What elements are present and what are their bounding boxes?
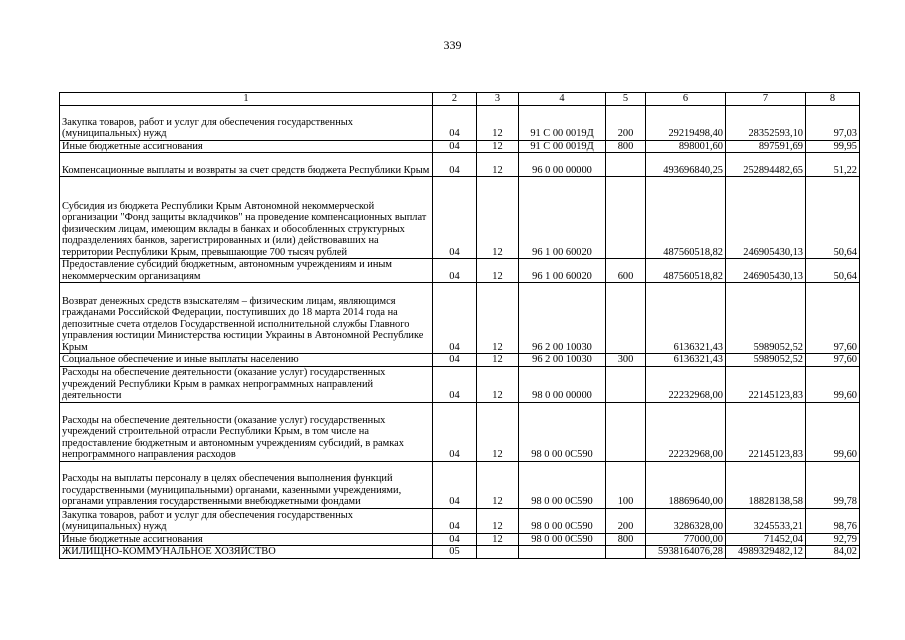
row-executed-amount: 3245533,21 [726,508,806,533]
row-section-code: 04 [433,153,477,177]
page-number: 339 [443,38,462,52]
header-cell: 3 [477,93,519,106]
header-cell: 7 [726,93,806,106]
row-expense-type [606,283,646,354]
row-description: Возврат денежных средств взыскателям – физическим лицам, являющимся гражданами Российской Федерации, поступивших до 18 марта 2014 года на депозитные счета отделов Государственной исполнительной службы Главного управления юстиции Министерства юстиции Украины в Автономной Республике Крым [60,283,433,354]
row-expense-type [606,153,646,177]
row-executed-amount: 246905430,13 [726,259,806,283]
row-subsection-code: 12 [477,354,519,367]
row-execution-percent: 97,60 [806,283,860,354]
row-target-article: 98 0 00 00000 [519,366,606,402]
row-description: Расходы на обеспечение деятельности (оказание услуг) государственных учреждений строительной отрасли Республики Крым, в том числе на предоставление бюджетным и автономным учреждениям субсидий, в рамках непрограммного направления расходов [60,402,433,461]
row-planned-amount: 77000,00 [646,533,726,546]
row-executed-amount: 897591,69 [726,140,806,153]
row-planned-amount: 487560518,82 [646,177,726,259]
row-executed-amount: 5989052,52 [726,354,806,367]
header-cell: 2 [433,93,477,106]
row-executed-amount: 246905430,13 [726,177,806,259]
row-expense-type [606,546,646,559]
row-execution-percent: 51,22 [806,153,860,177]
row-planned-amount: 22232968,00 [646,366,726,402]
row-target-article: 96 2 00 10030 [519,354,606,367]
table-row [60,402,860,461]
row-subsection-code: 12 [477,533,519,546]
header-cell: 5 [606,93,646,106]
table-row [60,508,860,533]
row-description: Расходы на выплаты персоналу в целях обеспечения выполнения функций государственными (муниципальными) органами, казенными учреждениями, органами управления государственными внебюджетными фондами [60,461,433,508]
row-execution-percent: 98,76 [806,508,860,533]
header-cell: 8 [806,93,860,106]
row-target-article: 96 1 00 60020 [519,259,606,283]
table-row [60,105,860,140]
row-section-code: 04 [433,177,477,259]
row-planned-amount: 487560518,82 [646,259,726,283]
row-description: Предоставление субсидий бюджетным, автономным учреждениям и иным некоммерческим организациям [60,259,433,283]
row-section-code: 04 [433,354,477,367]
row-planned-amount: 5938164076,28 [646,546,726,559]
row-expense-type: 200 [606,105,646,140]
row-expense-type: 300 [606,354,646,367]
row-subsection-code: 12 [477,366,519,402]
row-executed-amount: 252894482,65 [726,153,806,177]
header-cell: 6 [646,93,726,106]
row-target-article: 96 1 00 60020 [519,177,606,259]
row-execution-percent: 99,78 [806,461,860,508]
row-description: Социальное обеспечение и иные выплаты населению [60,354,433,367]
row-description: ЖИЛИЩНО-КОММУНАЛЬНОЕ ХОЗЯЙСТВО [60,546,433,559]
row-execution-percent: 99,95 [806,140,860,153]
table-row [60,259,860,283]
row-subsection-code: 12 [477,140,519,153]
header-cell: 4 [519,93,606,106]
row-executed-amount: 22145123,83 [726,366,806,402]
row-planned-amount: 22232968,00 [646,402,726,461]
row-subsection-code: 12 [477,259,519,283]
row-section-code: 04 [433,105,477,140]
row-execution-percent: 99,60 [806,366,860,402]
row-expense-type: 600 [606,259,646,283]
row-execution-percent: 50,64 [806,177,860,259]
row-description: Субсидия из бюджета Республики Крым Автономной некоммерческой организации "Фонд защиты вкладчиков" на проведение компенсационных выплат физическим лицам, имеющим вклады в банках и обособленных структурных подразделениях банков, зарегистрированных и (или) действовавших на территории Республики Крым, превышающие 700 тысяч рублей [60,177,433,259]
row-executed-amount: 22145123,83 [726,402,806,461]
row-section-code: 05 [433,546,477,559]
row-target-article [519,546,606,559]
row-planned-amount: 18869640,00 [646,461,726,508]
row-section-code: 04 [433,533,477,546]
row-expense-type: 800 [606,140,646,153]
row-subsection-code: 12 [477,283,519,354]
row-expense-type: 800 [606,533,646,546]
table-row [60,177,860,259]
row-subsection-code: 12 [477,402,519,461]
row-expense-type: 200 [606,508,646,533]
row-description: Компенсационные выплаты и возвраты за счет средств бюджета Республики Крым [60,153,433,177]
row-executed-amount: 18828138,58 [726,461,806,508]
row-section-code: 04 [433,259,477,283]
row-section-code: 04 [433,283,477,354]
row-description: Расходы на обеспечение деятельности (оказание услуг) государственных учреждений Республики Крым в рамках непрограммных направлений деятельности [60,366,433,402]
row-execution-percent: 99,60 [806,402,860,461]
row-target-article: 98 0 00 0С590 [519,508,606,533]
row-section-code: 04 [433,402,477,461]
table-row [60,354,860,367]
row-planned-amount: 6136321,43 [646,354,726,367]
row-execution-percent: 92,79 [806,533,860,546]
row-section-code: 04 [433,461,477,508]
table-row [60,533,860,546]
row-target-article: 96 0 00 00000 [519,153,606,177]
row-executed-amount: 5989052,52 [726,283,806,354]
row-description: Иные бюджетные ассигнования [60,140,433,153]
table-row [60,546,860,559]
row-subsection-code: 12 [477,508,519,533]
row-target-article: 91 С 00 0019Д [519,105,606,140]
row-executed-amount: 28352593,10 [726,105,806,140]
row-section-code: 04 [433,366,477,402]
row-planned-amount: 898001,60 [646,140,726,153]
table-row [60,153,860,177]
row-section-code: 04 [433,140,477,153]
row-execution-percent: 97,60 [806,354,860,367]
row-execution-percent: 84,02 [806,546,860,559]
row-expense-type: 100 [606,461,646,508]
table-row [60,283,860,354]
row-description: Закупка товаров, работ и услуг для обеспечения государственных (муниципальных) нужд [60,105,433,140]
budget-table [59,92,860,559]
row-target-article: 98 0 00 0С590 [519,533,606,546]
row-section-code: 04 [433,508,477,533]
row-planned-amount: 29219498,40 [646,105,726,140]
row-subsection-code: 12 [477,153,519,177]
row-target-article: 98 0 00 0С590 [519,461,606,508]
row-executed-amount: 71452,04 [726,533,806,546]
table-header-row [60,93,860,106]
table-row [60,461,860,508]
row-executed-amount: 4989329482,12 [726,546,806,559]
table-body [60,93,860,559]
row-planned-amount: 6136321,43 [646,283,726,354]
row-expense-type [606,366,646,402]
row-subsection-code: 12 [477,177,519,259]
row-subsection-code: 12 [477,105,519,140]
row-target-article: 91 С 00 0019Д [519,140,606,153]
row-subsection-code: 12 [477,461,519,508]
row-expense-type [606,402,646,461]
row-execution-percent: 97,03 [806,105,860,140]
header-cell: 1 [60,93,433,106]
table-row [60,140,860,153]
row-planned-amount: 3286328,00 [646,508,726,533]
row-subsection-code [477,546,519,559]
row-target-article: 96 2 00 10030 [519,283,606,354]
row-planned-amount: 493696840,25 [646,153,726,177]
row-description: Закупка товаров, работ и услуг для обеспечения государственных (муниципальных) нужд [60,508,433,533]
row-execution-percent: 50,64 [806,259,860,283]
row-expense-type [606,177,646,259]
row-target-article: 98 0 00 0С590 [519,402,606,461]
table-row [60,366,860,402]
row-description: Иные бюджетные ассигнования [60,533,433,546]
